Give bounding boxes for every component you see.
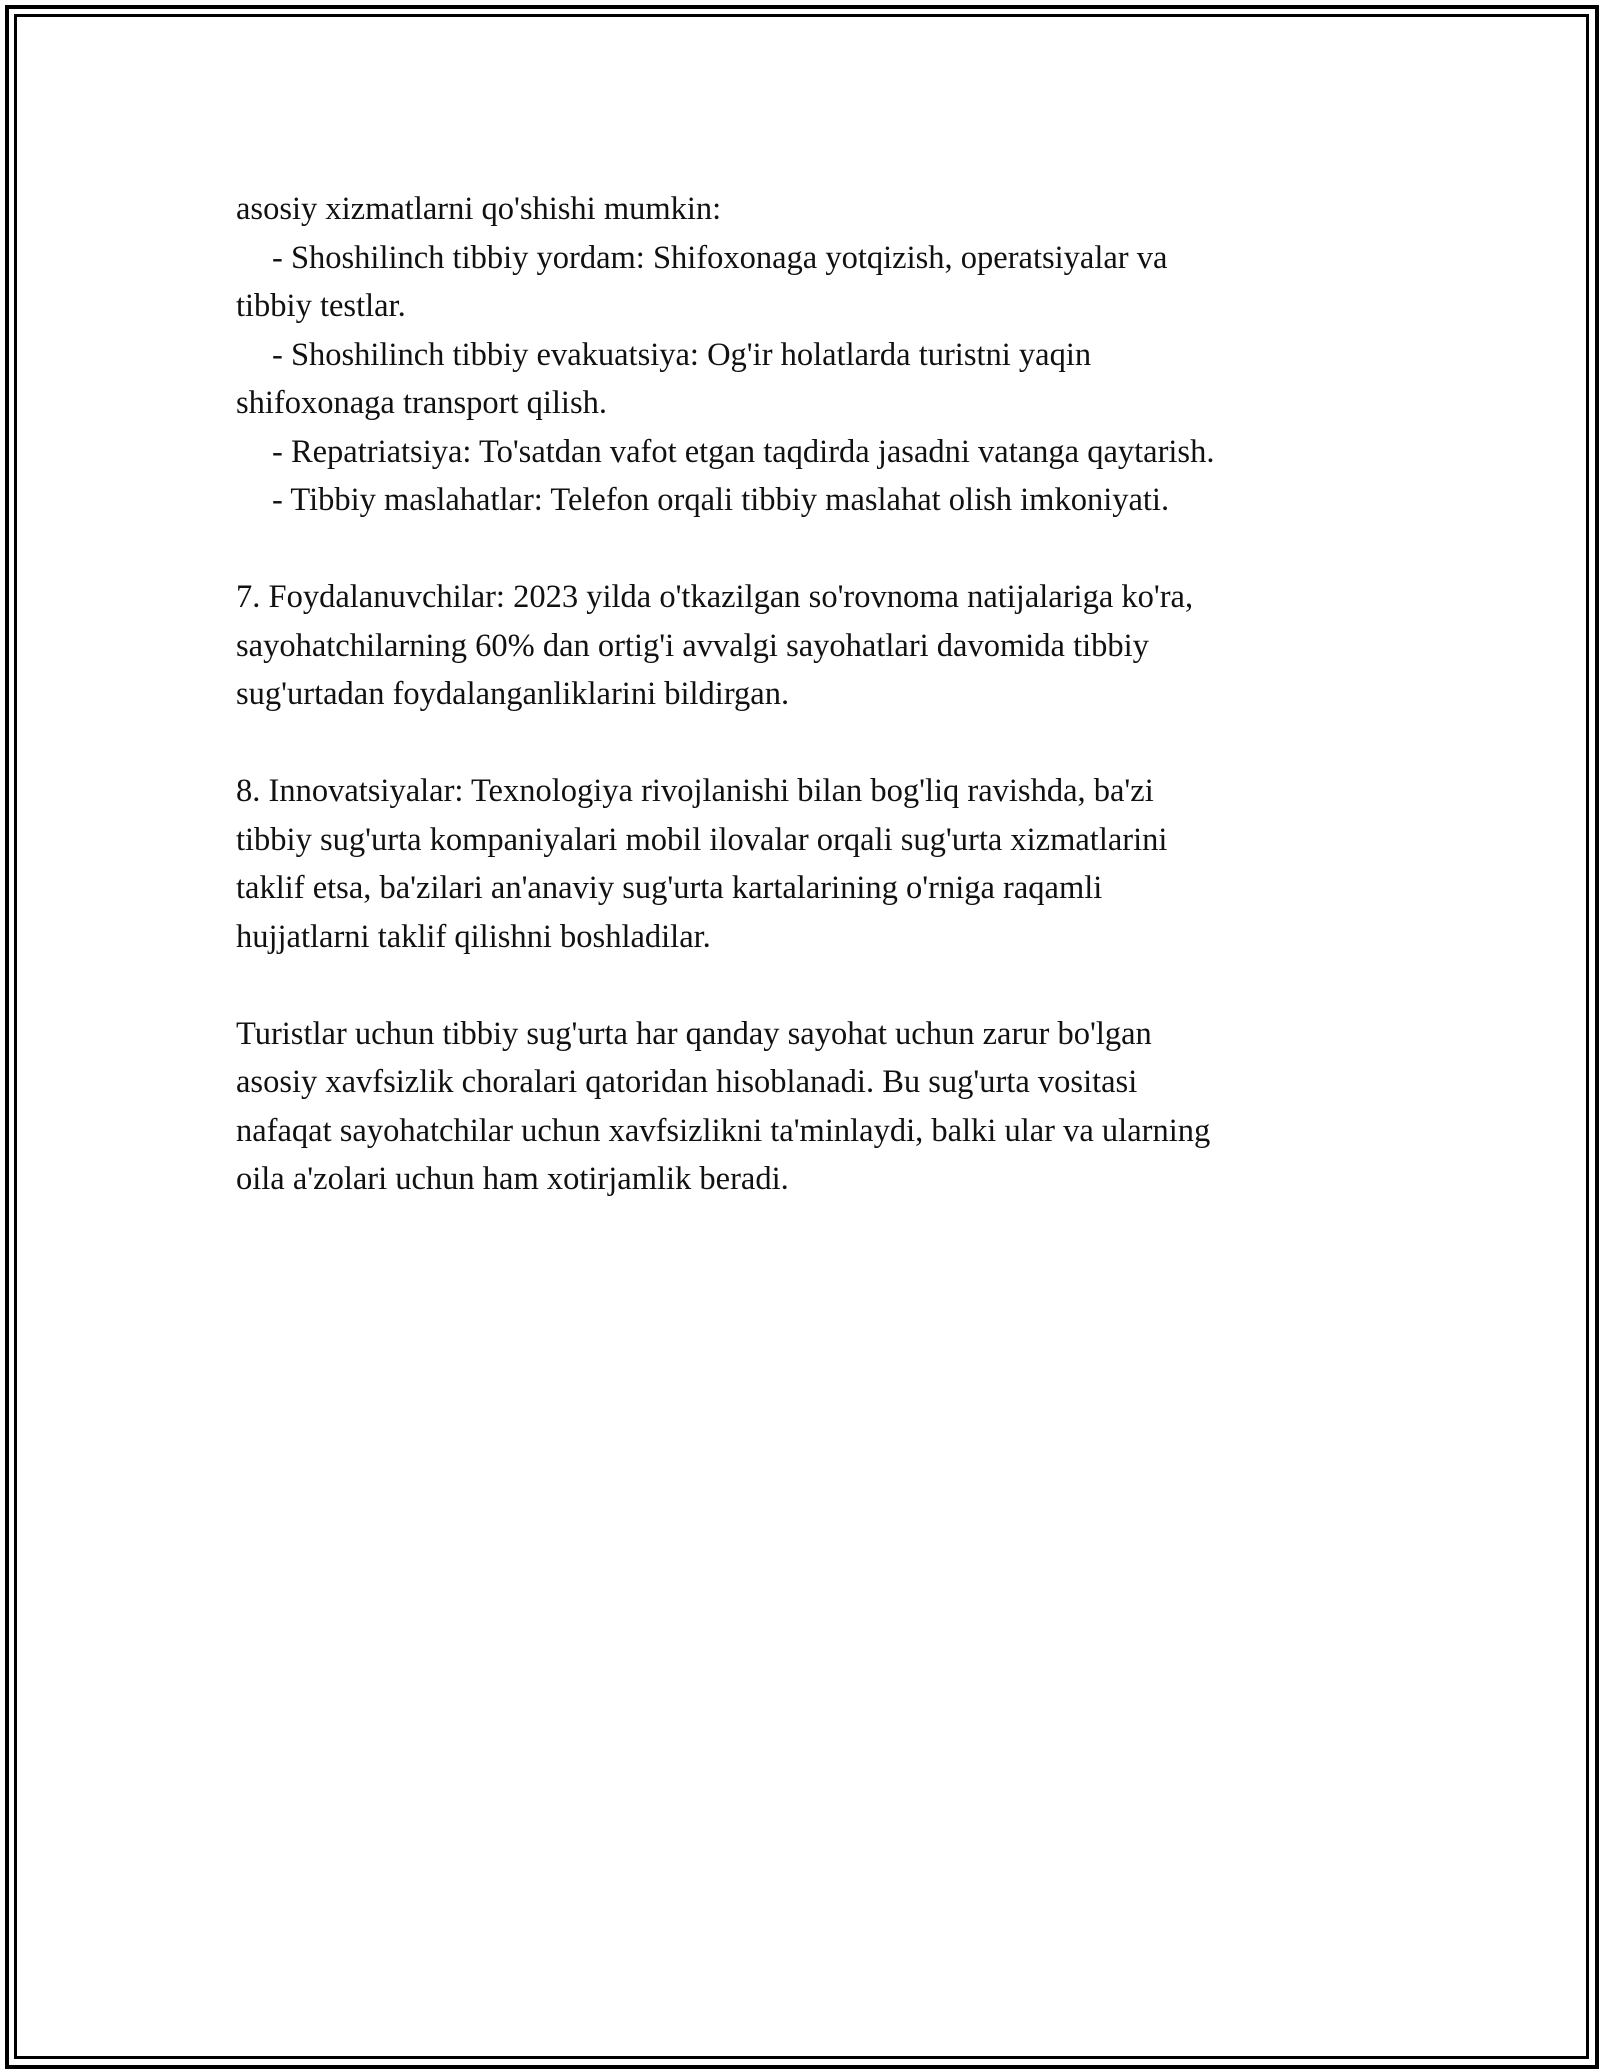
paragraph-line: sayohatchilarning 60% dan ortig'i avvalgi sayohatlari davomida tibbiy: [236, 627, 1149, 664]
paragraph-line: 7. Foydalanuvchilar: 2023 yilda o'tkazilgan so'rovnoma natijalariga ko'ra,: [236, 579, 1194, 615]
paragraph-spacer: [236, 719, 1366, 768]
service-item-evacuation: - Shoshilinch tibbiy evakuatsiya: Og'ir holatlarda turistni yaqin: [272, 336, 1092, 373]
paragraph-line: hujjatlarni taklif qilishni boshladilar.: [236, 918, 711, 955]
service-item-emergency-care: - Shoshilinch tibbiy yordam: Shifoxonaga yotqizish, operatsiyalar va: [272, 239, 1168, 276]
conclusion-paragraph: [236, 1010, 1366, 1204]
paragraph-line: taklif etsa, ba'zilari an'anaviy sug'urta kartalarining o'rniga raqamli: [236, 870, 1103, 906]
paragraph-spacer: [236, 961, 1366, 1010]
service-item-evacuation-cont: shifoxonaga transport qilish.: [236, 385, 607, 421]
services-list: [236, 234, 1366, 525]
paragraph-spacer: [236, 525, 1366, 574]
paragraph-line: oila a'zolari uchun ham xotirjamlik beradi.: [236, 1161, 789, 1197]
paragraph-line: nafaqat sayohatchilar uchun xavfsizlikni ta'minlaydi, balki ular va ularning: [236, 1112, 1211, 1149]
section-8-innovations: [236, 767, 1366, 961]
paragraph-line: asosiy xavfsizlik choralari qatoridan hisoblanadi. Bu sug'urta vositasi: [236, 1064, 1138, 1100]
intro-line: asosiy xizmatlarni qo'shishi mumkin:: [236, 191, 722, 227]
paragraph-line: sug'urtadan foydalanganliklarini bildirgan.: [236, 676, 790, 712]
section-7-users: [236, 573, 1366, 719]
document-body: [236, 185, 1366, 1204]
service-item-emergency-care-cont: tibbiy testlar.: [236, 288, 406, 324]
paragraph-line: 8. Innovatsiyalar: Texnologiya rivojlanishi bilan bog'liq ravishda, ba'zi: [236, 773, 1154, 809]
paragraph-line: Turistlar uchun tibbiy sug'urta har qanday sayohat uchun zarur bo'lgan: [236, 1015, 1152, 1052]
service-item-repatriation: - Repatriatsiya: To'satdan vafot etgan taqdirda jasadni vatanga qaytarish.: [272, 433, 1215, 470]
service-item-medical-advice: - Tibbiy maslahatlar: Telefon orqali tibbiy maslahat olish imkoniyati.: [272, 482, 1170, 518]
paragraph-line: tibbiy sug'urta kompaniyalari mobil ilovalar orqali sug'urta xizmatlarini: [236, 821, 1168, 858]
